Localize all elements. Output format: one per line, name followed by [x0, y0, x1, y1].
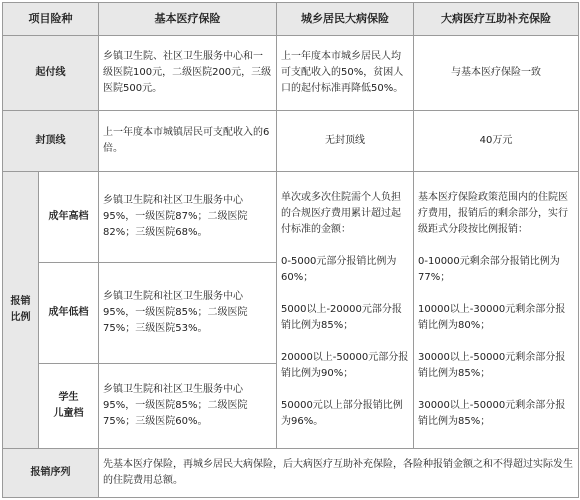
reimburse-urban-rural-text: 单次或多次住院需个人负担的合规医疗费用累计超过起付标准的金额： 0-5000元部分报销比例为60%； 5000以上-20000元部分报销比例为85%； 20000以上-50000元部分报销比例为90%； 50000元以上部分报销比例为96%。	[281, 192, 409, 428]
tier-student-label-line2: 儿童档	[53, 408, 84, 420]
tier-adult-high-basic: 乡镇卫生院和社区卫生服务中心95%，一级医院87%；二级医院82%；三级医院68%。	[99, 172, 277, 263]
cap-row	[3, 111, 579, 172]
tier-adult-low-label: 成年低档	[39, 263, 99, 364]
header-mutual-insurance: 大病医疗互助补充保险	[414, 3, 579, 36]
tier-student-basic: 乡镇卫生院和社区卫生服务中心95%，一级医院85%；二级医院75%；三级医院60%。	[99, 364, 277, 449]
cap-mutual: 40万元	[414, 111, 579, 172]
reimburse-label-line2: 比例	[10, 312, 31, 324]
header-row	[3, 3, 579, 36]
tier-adult-high-label: 成年高档	[39, 172, 99, 263]
sequence-row	[3, 449, 579, 498]
reimburse-mutual	[414, 172, 579, 449]
reimburse-label-line1: 报销	[10, 296, 31, 308]
sequence-label: 报销序列	[3, 449, 99, 498]
header-urban-rural-insurance: 城乡居民大病保险	[277, 3, 414, 36]
reimburse-mutual-text: 基本医疗保险政策范围内的住院医疗费用，报销后的剩余部分，实行级距式分段按比例报销： 0-10000元剩余部分报销比例为77%； 10000以上-30000元剩余部分报销比例为80%； 30000以上-50000元剩余部分报销比例为85%； 30000以上-50000元剩余部分报销比例为85%；	[418, 192, 568, 428]
deductible-mutual: 与基本医疗保险一致	[414, 36, 579, 111]
deductible-urban-rural: 上一年度本市城乡居民人均可支配收入的50%，贫困人口的起付标准再降低50%。	[277, 36, 414, 111]
reimburse-label	[3, 172, 39, 449]
insurance-comparison-table	[2, 2, 579, 498]
cap-label: 封顶线	[3, 111, 99, 172]
tier-student-label	[39, 364, 99, 449]
deductible-row	[3, 36, 579, 111]
deductible-basic: 乡镇卫生院、社区卫生服务中心和一级医院100元，二级医院200元，三级医院500元。	[99, 36, 277, 111]
header-item: 项目险种	[3, 3, 99, 36]
tier-adult-low-basic: 乡镇卫生院和社区卫生服务中心95%，一级医院85%；二级医院75%；三级医院53%。	[99, 263, 277, 364]
reimburse-urban-rural	[277, 172, 414, 449]
deductible-label: 起付线	[3, 36, 99, 111]
cap-urban-rural: 无封顶线	[277, 111, 414, 172]
sequence-text: 先基本医疗保险，再城乡居民大病保险，后大病医疗互助补充保险，各险种报销金额之和不得超过实际发生的住院费用总额。	[99, 449, 579, 498]
cap-basic: 上一年度本市城镇居民可支配收入的6倍。	[99, 111, 277, 172]
tier-student-label-line1: 学生	[58, 392, 79, 404]
header-basic-insurance: 基本医疗保险	[99, 3, 277, 36]
reimburse-row-adult-high	[3, 172, 579, 263]
